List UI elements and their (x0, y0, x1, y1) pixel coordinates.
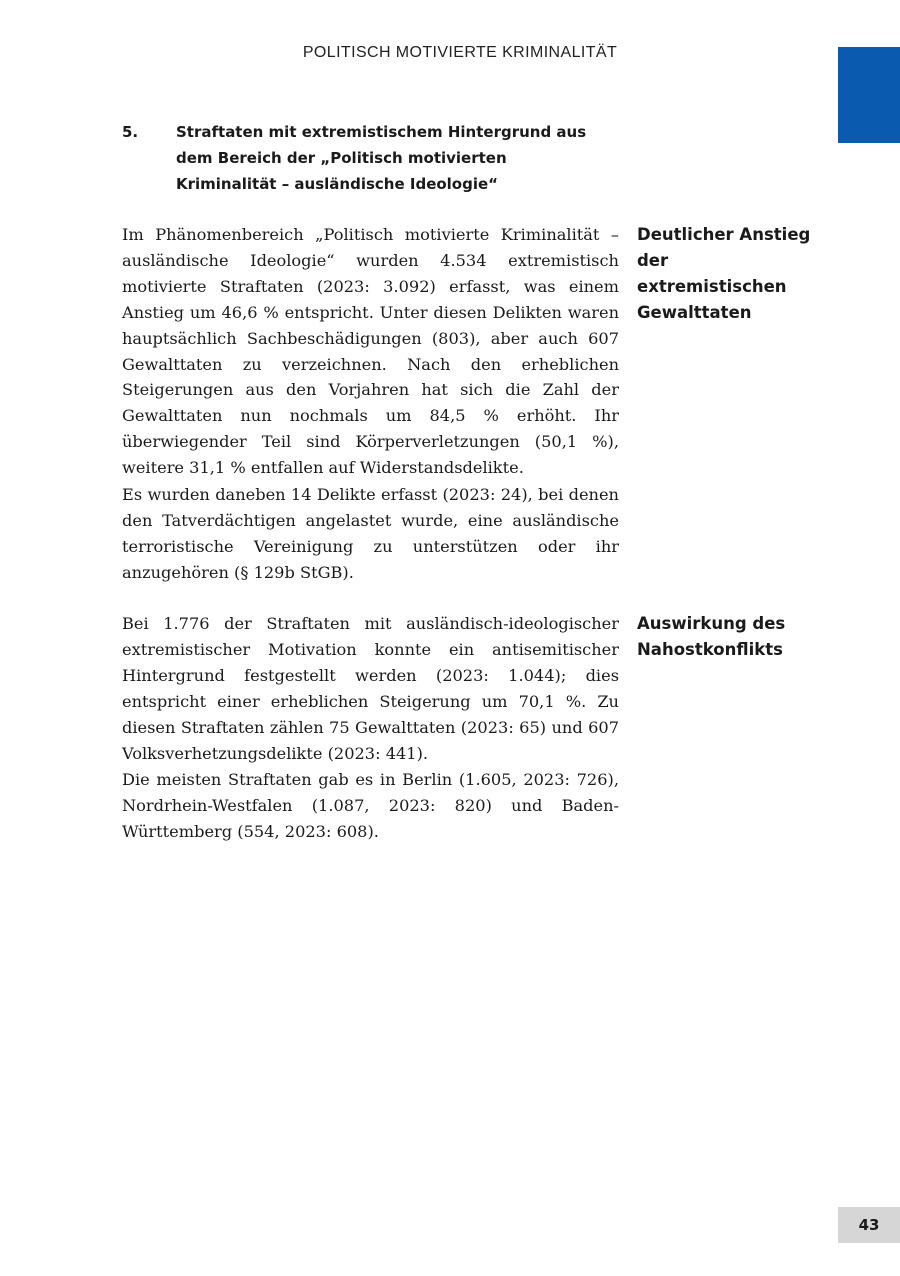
body-paragraph-1: Im Phänomenbereich „Politisch motivierte Kriminalität – ausländische Ideologie“ wurden 4.534 extremistisch motivierte Straftaten (2023: 3.092) erfasst, was einem Anstieg um 46,6 % entspricht. Unter diesen Delikten waren hauptsächlich Sachbeschädigungen (803), aber auch 607 Gewalttaten zu verzeichnen. Nach den erheblichen Steigerungen aus den Vorjahren hat sich die Zahl der Gewalttaten nun nochmals um 84,5 % erhöht. Ihr überwiegender Teil sind Körperverletzungen (50,1 %), weitere 31,1 % entfallen auf Widerstandsdelikte. (122, 225, 619, 478)
body-paragraph-4: Die meisten Straftaten gab es in Berlin (1.605, 2023: 726), Nordrhein-Westfalen (1.087, 2023: 820) und Baden-Württemberg (554, 2023: 608). (122, 770, 619, 841)
running-header: POLITISCH MOTIVIERTE KRIMINALITÄT (302, 44, 618, 61)
body-paragraph-3: Bei 1.776 der Straftaten mit ausländisch-ideologischer extremistischer Motivation konnte ein antisemitischer Hintergrund festgestellt werden (2023: 1.044); dies entspricht einer erheblichen Steigerung um 70,1 %. Zu diesen Straftaten zählen 75 Gewalttaten (2023: 65) und 607 Volksverhetzungsdelikte (2023: 441). (122, 614, 619, 763)
margin-note-nahostkonflikt: Auswirkung des Nahostkonflikts (637, 614, 786, 659)
page-number: 43 (858, 1216, 880, 1234)
margin-note-gewalttaten: Deutlicher Anstieg der extremistischen Gewalttaten (637, 225, 811, 322)
section-number: 5. (122, 123, 139, 141)
body-paragraph-2: Es wurden daneben 14 Delikte erfasst (2023: 24), bei denen den Tatverdächtigen angelastet wurde, eine ausländische terroristische Vereinigung zu unterstützen oder ihr anzugehören (§ 129b StGB). (122, 485, 619, 582)
chapter-tab-marker (838, 47, 900, 143)
section-title: Straftaten mit extremistischem Hintergrund aus dem Bereich der „Politisch motivierten Kriminalität – ausländische Ideologie“ (176, 123, 587, 193)
page-number-box (838, 1207, 900, 1243)
